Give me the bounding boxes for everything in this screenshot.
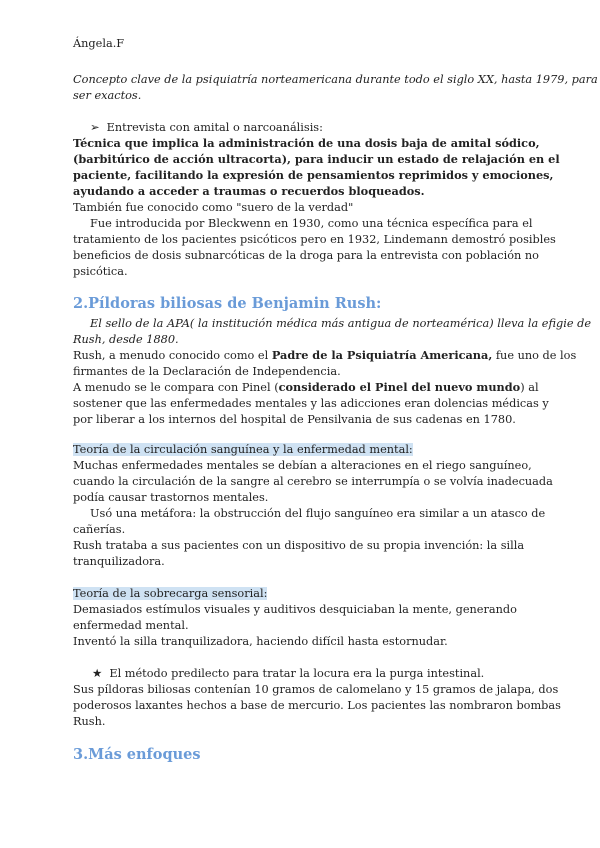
text-run: ) al [520, 381, 539, 394]
star-icon: ★ [92, 667, 103, 680]
theory-1-line-6: Rush trataba a sus pacientes con un dispositivo de su propia invención: la silla [73, 539, 525, 552]
theory-1-line-3: podía causar trastornos mentales. [73, 491, 269, 504]
bold-run: considerado el Pinel del nuevo mundo [278, 380, 521, 394]
rush-para-line-3 [73, 380, 539, 395]
intro-quote-line-2: ser exactos. [73, 89, 142, 102]
theory-2-line-1: Demasiados estímulos visuales y auditivos desquiciaban la mente, generando [73, 603, 517, 616]
theory-2-line-2: enfermedad mental. [73, 619, 189, 632]
pills-line-3: Rush. [73, 715, 106, 728]
star-bullet-item [92, 666, 484, 681]
theory-1-line-5: cañerías. [73, 523, 126, 536]
theory-2-heading [73, 586, 267, 601]
theory-1-line-2: cuando la circulación de la sangre al cerebro se interrumpía o se volvía inadecuada [73, 475, 553, 488]
definition-line-1: Técnica que implica la administración de una dosis baja de amital sódico, [73, 136, 540, 150]
bold-run: Padre de la Psiquiatría Americana, [271, 348, 493, 362]
intro-para-line-2: tratamiento de los pacientes psicóticos pero en 1932, Lindemann demostró posibles [73, 233, 556, 246]
theory-2-line-3: Inventó la silla tranquilizadora, haciendo difícil hasta estornudar. [73, 635, 448, 648]
highlighted-heading: Teoría de la sobrecarga sensorial: [73, 587, 268, 600]
author-name: Ángela.F [73, 37, 125, 50]
text-run: A menudo se le compara con Pinel ( [73, 381, 279, 394]
theory-1-line-1: Muchas enfermedades mentales se debían a alteraciones en el riego sanguíneo, [73, 459, 532, 472]
text-run: fue uno de los [492, 349, 577, 362]
definition-line-2: (barbitúrico de acción ultracorta), para inducir un estado de relajación en el [73, 152, 560, 166]
highlighted-heading: Teoría de la circulación sanguínea y la enfermedad mental: [73, 443, 413, 456]
star-bullet-text: El método predilecto para tratar la locura era la purga intestinal. [109, 667, 485, 680]
definition-line-4: ayudando a acceder a traumas o recuerdos bloqueados. [73, 184, 425, 198]
intro-para-line-4: psicótica. [73, 265, 128, 278]
definition-line-3: paciente, facilitando la expresión de pensamientos reprimidos y emociones, [73, 168, 554, 182]
bullet-item-amital [90, 120, 323, 135]
rush-para-line-1 [73, 348, 576, 363]
arrow-bullet-icon: ➢ [90, 121, 100, 134]
rush-para-line-2: firmantes de la Declaración de Independencia. [73, 365, 341, 378]
section-3-heading: 3.Más enfoques [73, 746, 201, 763]
rush-para-line-4: sostener que las enfermedades mentales y las adicciones eran dolencias médicas y [73, 397, 549, 410]
intro-para-line-3: beneficios de dosis subnarcóticas de la droga para la entrevista con población no [73, 249, 539, 262]
pills-line-2: poderosos laxantes hechos a base de mercurio. Los pacientes las nombraron bombas [73, 699, 561, 712]
text-run: Rush, a menudo conocido como el [73, 349, 272, 362]
bullet-label: Entrevista con amital o narcoanálisis: [106, 121, 323, 134]
intro-para-line-1: Fue introducida por Bleckwenn en 1930, como una técnica específica para el [90, 217, 533, 230]
section-2-heading: 2.Píldoras biliosas de Benjamin Rush: [73, 295, 382, 312]
theory-1-line-7: tranquilizadora. [73, 555, 165, 568]
also-known-line: También fue conocido como "suero de la verdad" [73, 201, 354, 214]
intro-quote-line-1: Concepto clave de la psiquiatría norteamericana durante todo el siglo XX, hasta 1979, para [73, 73, 598, 86]
apa-seal-line-1: El sello de la APA( la institución médica más antigua de norteamérica) lleva la efigie de [90, 317, 592, 330]
apa-seal-line-2: Rush, desde 1880. [73, 333, 179, 346]
theory-1-heading [73, 442, 413, 457]
rush-para-line-5: por liberar a los internos del hospital de Pensilvania de sus cadenas en 1780. [73, 413, 516, 426]
theory-1-line-4: Usó una metáfora: la obstrucción del flujo sanguíneo era similar a un atasco de [90, 507, 546, 520]
pills-line-1: Sus píldoras biliosas contenían 10 gramos de calomelano y 15 gramos de jalapa, dos [73, 683, 559, 696]
